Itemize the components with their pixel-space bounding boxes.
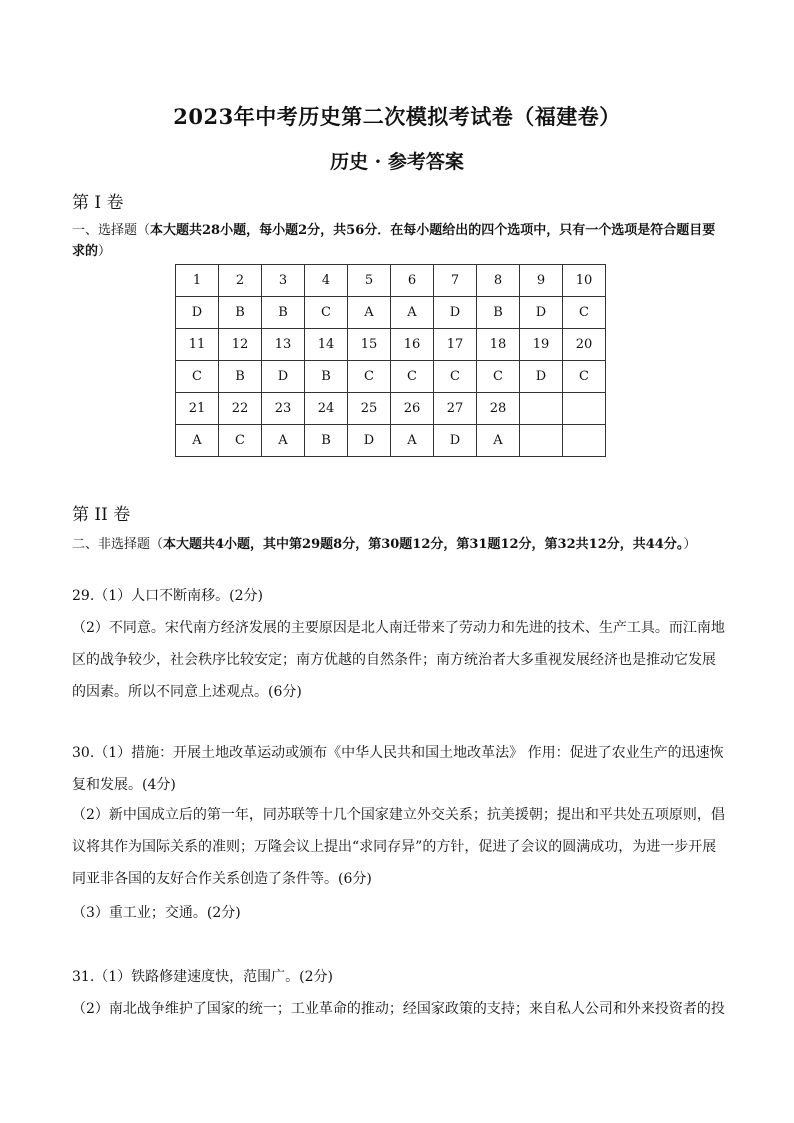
table-cell: B — [219, 361, 262, 393]
table-cell: 1 — [176, 265, 219, 297]
table-cell: A — [391, 297, 434, 329]
table-cell: 10 — [563, 265, 606, 297]
table-cell: 17 — [434, 329, 477, 361]
table-cell — [520, 425, 563, 457]
part2-heading: 第 II 卷 — [72, 505, 131, 525]
table-row — [176, 265, 606, 297]
table-cell: 5 — [348, 265, 391, 297]
table-cell: A — [176, 425, 219, 457]
table-row — [176, 297, 606, 329]
part1-heading: 第 I 卷 — [72, 193, 124, 213]
table-cell: 12 — [219, 329, 262, 361]
table-cell: 26 — [391, 393, 434, 425]
q31-part1: 31.（1）铁路修建速度快，范围广。(2分) — [72, 969, 334, 985]
table-cell: D — [520, 361, 563, 393]
table-cell: 19 — [520, 329, 563, 361]
table-cell: 4 — [305, 265, 348, 297]
table-cell: C — [477, 361, 520, 393]
table-cell: 27 — [434, 393, 477, 425]
q30-part2: （2）新中国成立后的第一年，同苏联等十几个国家建立外交关系；抗美援朝；提出和平共处五项原则，倡议将其作为国际关系的准则；万隆会议上提出“求同存异”的方针，促进了会议的圆满成功，为进一步开展同亚非各国的友好合作关系创造了条件等。(6分) — [72, 807, 725, 887]
answer-table — [175, 264, 606, 457]
document-subtitle: 历史 · 参考答案 — [330, 151, 464, 173]
table-cell: C — [305, 297, 348, 329]
table-cell: B — [219, 297, 262, 329]
table-cell: C — [563, 361, 606, 393]
q29-part2: （2）不同意。宋代南方经济发展的主要原因是北人南迁带来了劳动力和先进的技术、生产工具。而江南地区的战争较少，社会秩序比较安定；南方优越的自然条件；南方统治者大多重视发展经济也是推动它发展的因素。所以不同意上述观点。(6分) — [72, 620, 725, 700]
q30-part3: （3）重工业；交通。(2分) — [72, 905, 241, 921]
table-row — [176, 361, 606, 393]
table-cell: C — [434, 361, 477, 393]
table-cell: 8 — [477, 265, 520, 297]
table-cell: D — [434, 425, 477, 457]
table-row — [176, 425, 606, 457]
table-cell: 6 — [391, 265, 434, 297]
table-cell: 28 — [477, 393, 520, 425]
table-cell: 20 — [563, 329, 606, 361]
part2-section-desc — [72, 534, 727, 555]
table-cell: 13 — [262, 329, 305, 361]
table-cell — [563, 425, 606, 457]
table-cell: 9 — [520, 265, 563, 297]
document-title: 2023年中考历史第二次模拟考试卷（福建卷） — [173, 104, 621, 129]
table-row — [176, 329, 606, 361]
table-cell: D — [520, 297, 563, 329]
table-cell: C — [348, 361, 391, 393]
table-cell: 3 — [262, 265, 305, 297]
table-cell: A — [262, 425, 305, 457]
table-cell: 2 — [219, 265, 262, 297]
table-cell: B — [477, 297, 520, 329]
table-row — [176, 393, 606, 425]
table-cell: C — [219, 425, 262, 457]
table-cell: D — [348, 425, 391, 457]
table-cell: 16 — [391, 329, 434, 361]
table-cell: A — [477, 425, 520, 457]
q30-part1: 30.（1）措施：开展土地改革运动或颁布《中华人民共和国土地改革法》 作用：促进了农业生产的迅速恢复和发展。(4分) — [72, 745, 724, 793]
table-cell: C — [391, 361, 434, 393]
table-cell: D — [176, 297, 219, 329]
table-cell: A — [391, 425, 434, 457]
table-cell — [520, 393, 563, 425]
table-cell: 22 — [219, 393, 262, 425]
table-cell: D — [262, 361, 305, 393]
table-cell: C — [563, 297, 606, 329]
table-cell: 15 — [348, 329, 391, 361]
part2-section-suffix: ） — [683, 537, 697, 552]
table-cell — [563, 393, 606, 425]
table-cell: B — [305, 425, 348, 457]
table-cell: 14 — [305, 329, 348, 361]
q31-part2: （2）南北战争维护了国家的统一；工业革命的推动；经国家政策的支持；来自私人公司和外来投资者的投 — [72, 1001, 725, 1017]
table-cell: 21 — [176, 393, 219, 425]
table-cell: 18 — [477, 329, 520, 361]
part1-section-desc — [72, 220, 727, 262]
part2-section-prefix: 二、非选择题（ — [72, 537, 164, 552]
part1-section-prefix: 一、选择题（ — [72, 223, 151, 238]
table-cell: A — [348, 297, 391, 329]
part2-section-bold: 本大题共4小题，其中第29题8分，第30题12分，第31题12分，第32共12分，共44分。 — [163, 537, 684, 552]
table-cell: 23 — [262, 393, 305, 425]
q29-part1: 29.（1）人口不断南移。(2分) — [72, 588, 264, 604]
table-cell: 25 — [348, 393, 391, 425]
table-cell: B — [305, 361, 348, 393]
part1-section-bold: 本大题共28小题，每小题2分，共56分．在每小题给出的四个选项中，只有一个选项是符合题目要求的 — [72, 223, 716, 259]
table-cell: 11 — [176, 329, 219, 361]
table-cell: 7 — [434, 265, 477, 297]
table-cell: C — [176, 361, 219, 393]
part1-section-suffix: ） — [98, 244, 112, 259]
table-cell: B — [262, 297, 305, 329]
table-cell: D — [434, 297, 477, 329]
table-cell: 24 — [305, 393, 348, 425]
